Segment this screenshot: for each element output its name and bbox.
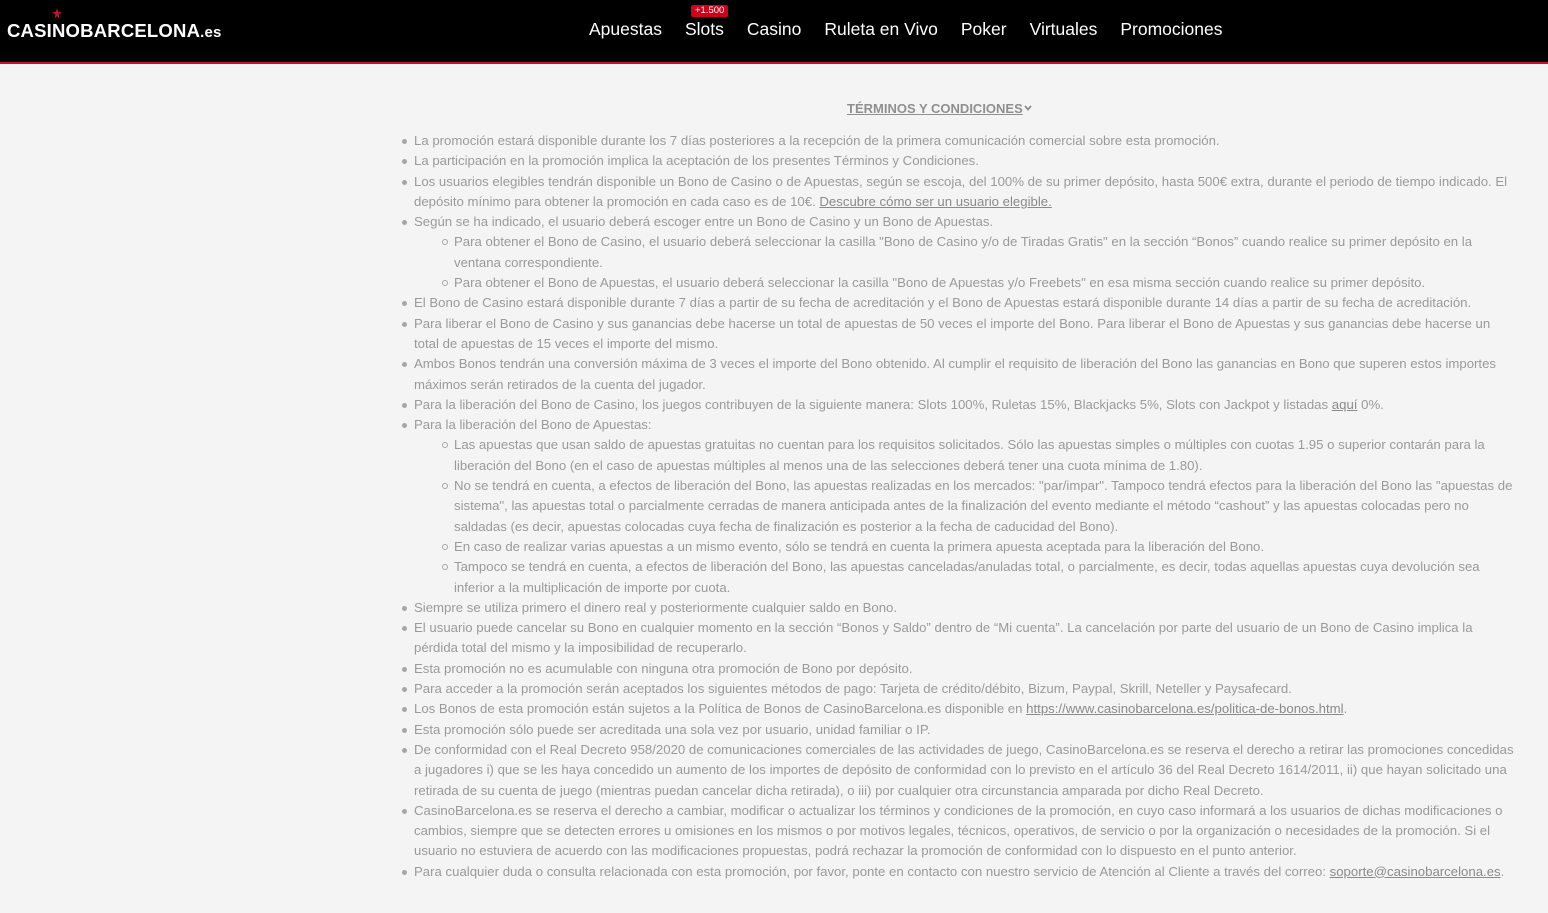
terms-item-text: . [1500,863,1505,879]
chevron-down-icon [1024,104,1032,112]
listed-games-link[interactable]: aquí [1331,396,1358,412]
terms-item: Ambos Bonos tendrán una conversión máxima de 3 veces el importe del Bono obtenido. Al cumplir el requisito de liberación del Bono las ganancias en Bono que superen estos importes máximos serán retirados de la cuenta del jugador. [414,354,1516,395]
terms-item: CasinoBarcelona.es se reserva el derecho a cambiar, modificar o actualizar los términos y condiciones de la promoción, en cuyo caso informará a los usuarios de dichas modificaciones o cambios, siempre que se detecten errores u omisiones en los mismos o por motivos legales, técnicos, operativos, de servicio o por la organización o necesidades de la promoción. Si el usuario no estuviera de acuerdo con las modificaciones propuestas, podrá rechazar la promoción de conformidad con lo dispuesto en el punto anterior. [414,801,1516,862]
terms-list [398,131,1516,882]
terms-item: Para liberar el Bono de Casino y sus ganancias debe hacerse un total de apuestas de 50 veces el importe del Bono. Para liberar el Bono de Apuestas y sus ganancias debe hacerse un total de apuestas de 15 veces el importe del mismo. [414,314,1516,355]
terms-item-text: 0%. [1357,396,1384,412]
nav-item-slots[interactable] [684,5,725,40]
terms-item [414,862,1516,882]
terms-subitem: En caso de realizar varias apuestas a un mismo evento, sólo se tendrá en cuenta la primera apuesta aceptada para la liberación del Bono. [454,537,1516,557]
eligible-user-link[interactable]: Descubre cómo ser un usuario elegible. [819,193,1052,209]
nav-item-apuestas[interactable]: Apuestas [589,19,662,39]
support-email-link[interactable]: soporte@casinobarcelona.es [1329,863,1501,879]
terms-item: El Bono de Casino estará disponible durante 7 días a partir de su fecha de acreditación y el Bono de Apuestas estará disponible durante 14 días a partir de su fecha de acreditación. [414,293,1516,313]
terms-subitem: Para obtener el Bono de Apuestas, el usuario deberá seleccionar la casilla "Bono de Apuestas y/o Freebets" en esa misma sección cuando realice su primer depósito. [454,273,1516,293]
terms-toggle[interactable] [847,101,1032,116]
nav-item-virtuales[interactable]: Virtuales [1029,19,1098,39]
terms-item [414,699,1516,719]
terms-subitem: Las apuestas que usan saldo de apuestas gratuitas no cuentan para los requisitos solicitados. Sólo las apuestas simples o múltiples con cuotas 1.95 o superior contarán para la liberación del Bono (en el caso de apuestas múltiples al menos una de las selecciones deberá tener una cuota mínima de 1.80). [454,435,1516,476]
terms-item-text: Según se ha indicado, el usuario deberá escoger entre un Bono de Casino y un Bono de Apuestas. [414,214,994,230]
terms-sublist [414,435,1516,597]
terms-item-text: . [1343,701,1348,717]
logo-sparkle-icon [50,8,64,20]
terms-item: Siempre se utiliza primero el dinero real y posteriormente cualquier saldo en Bono. [414,598,1516,618]
terms-item: Esta promoción sólo puede ser acreditada una sola vez por usuario, unidad familiar o IP. [414,720,1516,740]
terms-sublist [414,232,1516,293]
terms-item [414,415,1516,598]
terms-item-text: Para la liberación del Bono de Apuestas: [414,417,652,433]
terms-item-text: Los Bonos de esta promoción están sujetos a la Política de Bonos de CasinoBarcelona.es disponible en [414,701,1027,717]
terms-item-text: Para la liberación del Bono de Casino, los juegos contribuyen de la siguiente manera: Slots 100%, Ruletas 15%, Blackjacks 5%, Slots con Jackpot y listadas [414,396,1332,412]
nav-item-ruleta-en-vivo[interactable]: Ruleta en Vivo [824,19,938,39]
terms-item: La promoción estará disponible durante los 7 días posteriores a la recepción de la primera comunicación comercial sobre esta promoción. [414,131,1516,151]
site-logo[interactable] [7,20,222,42]
terms-subitem: Para obtener el Bono de Casino, el usuario deberá seleccionar la casilla "Bono de Casino y/o de Tiradas Gratis" en la sección “Bonos” cuando realice su primer depósito en la ventana correspondiente. [454,232,1516,273]
nav-item-slots-label: Slots [684,19,724,39]
terms-item: Para acceder a la promoción serán aceptados los siguientes métodos de pago: Tarjeta de crédito/débito, Bizum, Paypal, Skrill, Neteller y Paysafecard. [414,679,1516,699]
nav-item-casino[interactable]: Casino [746,19,802,39]
terms-item: La participación en la promoción implica la aceptación de los presentes Términos y Condiciones. [414,151,1516,171]
top-navigation-bar [0,0,1548,64]
terms-item: Esta promoción no es acumulable con ninguna otra promoción de Bono por depósito. [414,659,1516,679]
main-nav [589,5,1223,40]
terms-item-text: Para cualquier duda o consulta relacionada con esta promoción, por favor, ponte en contacto con nuestro servicio de Atención al Cliente a través del correo: [414,863,1330,879]
slots-count-badge: +1.500 [691,5,728,17]
terms-item [414,212,1516,293]
terms-item [414,172,1516,213]
terms-subitem: No se tendrá en cuenta, a efectos de liberación del Bono, las apuestas realizadas en los mercados: "par/impar". Tampoco tendrá efectos para la liberación del Bono las "apuestas de sistema", las apuestas total o parcialmente cerradas de manera anticipada antes de la finalización del evento mediante el método “cashout” y las apuestas colocadas pero no saldadas (es decir, apuestas colocadas cuya fecha de finalización es posterior a la fecha de caducidad del Bono). [454,476,1516,537]
logo-text: CASINOBARCELONA [7,20,201,41]
terms-item: De conformidad con el Real Decreto 958/2020 de comunicaciones comerciales de las actividades de juego, CasinoBarcelona.es se reserva el derecho a retirar las promociones concedidas a jugadores i) que se les haya concedido un aumento de los importes de depósito de conformidad con lo previsto en el artículo 36 del Real Decreto 1614/2011, ii) que hayan solicitado una retirada de su cuenta de juego (mientras puedan cancelar dicha retirada), o iii) por cualquier otra circunstancia amparada por dicho Real Decreto. [414,740,1516,801]
terms-title: TÉRMINOS Y CONDICIONES [847,101,1023,116]
nav-item-poker[interactable]: Poker [960,19,1007,39]
terms-item [414,395,1516,415]
terms-item: El usuario puede cancelar su Bono en cualquier momento en la sección “Bonos y Saldo” dentro de “Mi cuenta”. La cancelación por parte del usuario de un Bono de Casino implica la pérdida total del mismo y la imposibilidad de recuperarlo. [414,618,1516,659]
terms-item-text: Los usuarios elegibles tendrán disponible un Bono de Casino o de Apuestas, según se escoja, del 100% de su primer depósito, hasta 500€ extra, durante el periodo de tiempo indicado. El depósito mínimo para obtener la promoción en cada caso es de 10€. [414,173,1508,209]
terms-content [398,131,1516,882]
nav-item-promociones[interactable]: Promociones [1120,19,1223,39]
bonus-policy-link[interactable]: https://www.casinobarcelona.es/politica-de-bonos.html [1026,701,1344,717]
logo-suffix: .es [200,24,222,41]
terms-subitem: Tampoco se tendrá en cuenta, a efectos de liberación del Bono, las apuestas canceladas/anuladas total, o parcialmente, es decir, todas aquellas apuestas cuya devolución sea inferior a la multiplicación de importe por cuota. [454,557,1516,598]
